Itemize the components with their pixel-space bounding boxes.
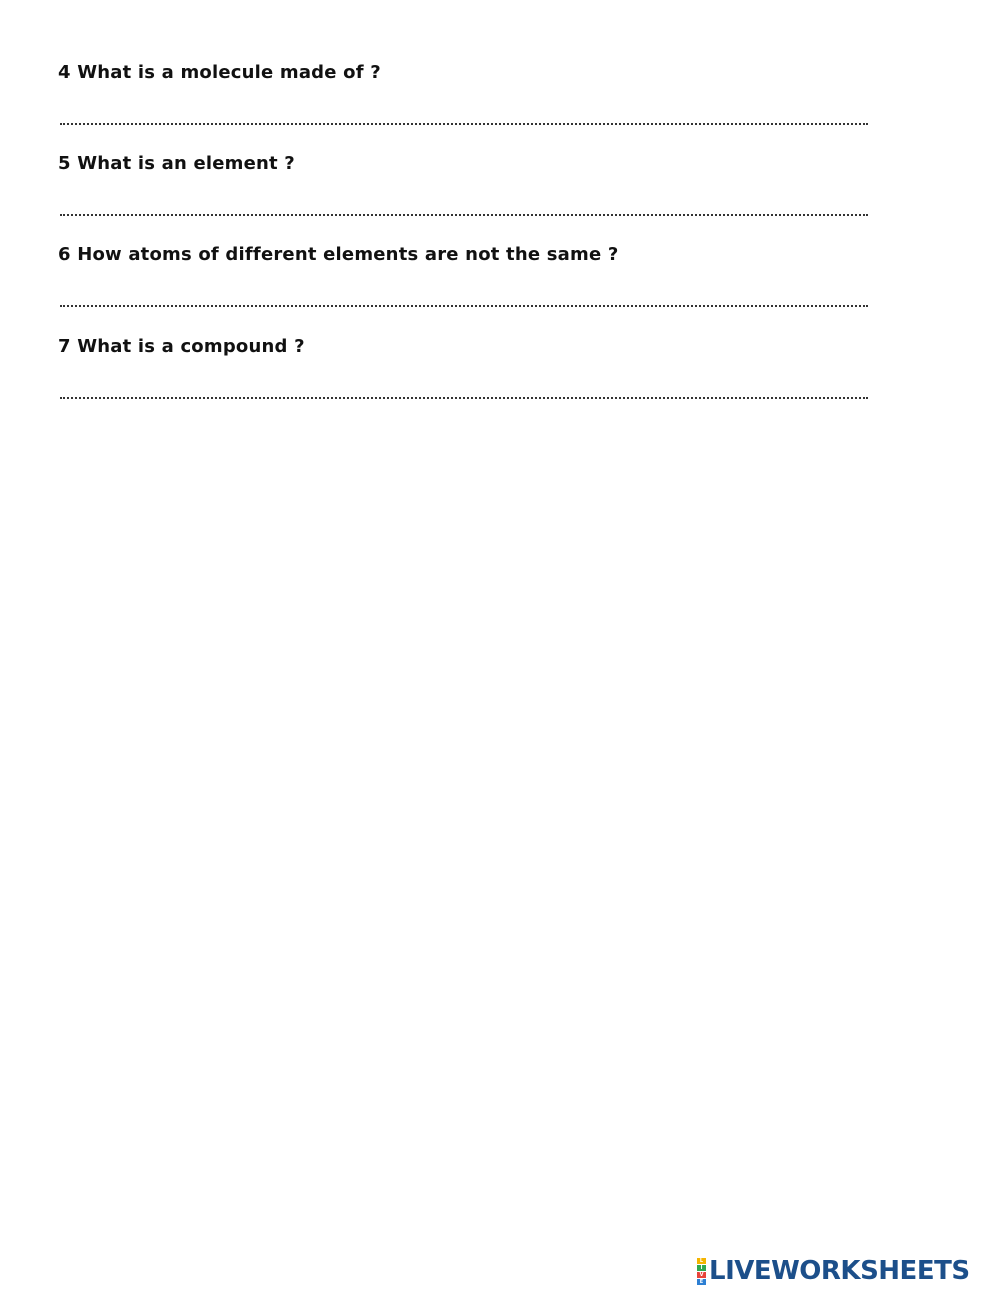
answer-5-field[interactable] [60,189,868,213]
logo-block-e: E [697,1279,706,1285]
question-7: 7 What is a compound ? [58,336,305,357]
answer-6-dotted-line [60,305,868,307]
answer-7-dotted-line [60,397,868,399]
question-4: 4 What is a molecule made of ? [58,62,381,83]
logo-blocks-icon [697,1258,706,1285]
logo-block-l: L [697,1258,706,1264]
answer-4-field[interactable] [60,98,868,122]
logo-block-i: I [697,1265,706,1271]
answer-6-field[interactable] [60,280,868,304]
liveworksheets-logo [697,1256,970,1286]
logo-block-v: V [697,1272,706,1278]
question-6: 6 How atoms of different elements are not the same ? [58,244,619,265]
answer-7-field[interactable] [60,372,868,396]
answer-4-dotted-line [60,123,868,125]
question-5: 5 What is an element ? [58,153,295,174]
answer-5-dotted-line [60,214,868,216]
logo-wordmark: LIVEWORKSHEETS [709,1256,970,1286]
